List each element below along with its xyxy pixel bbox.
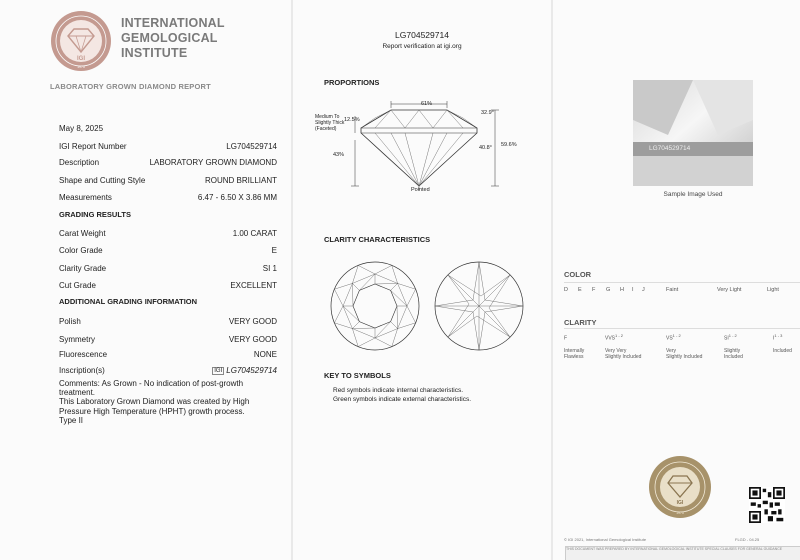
girdle-pct: 12.5%	[344, 117, 360, 123]
info-row	[59, 142, 277, 152]
additional-value: VERY GOOD	[228, 317, 277, 326]
key-internal: Red symbols indicate internal characteristics.	[333, 387, 464, 394]
info-label: IGI Report Number	[59, 142, 127, 151]
clarity-scale-heading: CLARITY	[564, 318, 597, 327]
table-pct: 61%	[421, 101, 433, 107]
grading-label: Carat Weight	[59, 229, 106, 238]
grading-label: Cut Grade	[59, 281, 96, 290]
color-grade: D	[564, 287, 568, 293]
clarity-characteristics-heading: CLARITY CHARACTERISTICS	[324, 235, 431, 244]
info-value: LG704529714	[226, 142, 277, 151]
color-scale-heading: COLOR	[564, 270, 592, 279]
grading-value: EXCELLENT	[230, 281, 277, 290]
info-value: LABORATORY GROWN DIAMOND	[149, 158, 277, 167]
inscription-number: LG704529714	[226, 366, 277, 375]
sample-caption: Sample Image Used	[663, 191, 723, 198]
grading-row	[59, 281, 277, 291]
svg-text:1975: 1975	[77, 65, 85, 69]
comments	[59, 379, 277, 425]
pavilion-depth: 43%	[333, 152, 345, 158]
svg-text:1975: 1975	[676, 511, 684, 515]
color-label: Very Light	[717, 287, 742, 293]
clarity-desc: Internally Flawless	[564, 348, 585, 360]
pavilion-angle: 40.8°	[479, 145, 492, 151]
info-row	[59, 193, 277, 203]
color-grade: I	[632, 287, 634, 293]
color-grade: G	[606, 287, 611, 293]
clarity-scale-line	[564, 328, 800, 329]
copyright-text: © IGI 2021, International Gemological Institute	[564, 537, 647, 542]
inscription-row	[59, 366, 277, 376]
proportions-diagram	[313, 96, 543, 200]
grading-value: E	[271, 246, 277, 255]
info-row	[59, 176, 277, 186]
grading-value: 1.00 CARAT	[232, 229, 277, 238]
key-external: Green symbols indicate external characteristics.	[333, 396, 472, 403]
additional-label: Polish	[59, 317, 81, 326]
proportions-heading: PROPORTIONS	[324, 78, 380, 87]
info-label: Shape and Cutting Style	[59, 176, 146, 185]
scales-panel	[553, 0, 800, 560]
igi-logo-icon	[50, 10, 112, 72]
color-label: Light	[767, 287, 779, 293]
svg-text:IGI: IGI	[676, 500, 684, 506]
report-title: LABORATORY GROWN DIAMOND REPORT	[50, 82, 211, 91]
info-value: 6.47 - 6.50 X 3.86 MM	[197, 193, 277, 202]
additional-info-heading: ADDITIONAL GRADING INFORMATION	[59, 297, 198, 306]
institute-name: INTERNATIONAL GEMOLOGICAL INSTITUTE	[121, 16, 225, 60]
additional-row	[59, 350, 277, 360]
color-grade: H	[620, 287, 624, 293]
info-row	[59, 158, 277, 168]
comments-text: Comments: As Grown - No indication of post-growth treatment.	[59, 379, 244, 398]
clarity-code: SI$^{1 - 2}$	[724, 333, 737, 342]
igi-inscription-icon: IGI	[214, 367, 223, 374]
igi-seal-icon	[648, 455, 712, 519]
crown-angle: 32.9°	[481, 110, 494, 116]
report-summary-panel	[0, 0, 291, 560]
additional-label: Fluorescence	[59, 350, 108, 359]
girdle-description: Medium To Slightly Thick (Faceted)	[315, 114, 345, 132]
color-grade: F	[592, 287, 596, 293]
info-value: ROUND BRILLIANT	[204, 176, 277, 185]
info-label: Measurements	[59, 193, 112, 202]
clarity-desc: Included	[773, 348, 792, 354]
clarity-plot-diagram	[327, 256, 527, 356]
clarity-code: VVS$^{1 - 2}$	[605, 333, 624, 342]
clarity-code: $I^{1 - 3}$	[773, 333, 783, 342]
additional-value: VERY GOOD	[228, 335, 277, 344]
report-date: May 8, 2025	[59, 124, 104, 133]
grading-label: Color Grade	[59, 246, 103, 255]
svg-text:IGI: IGI	[76, 56, 86, 62]
color-scale-line	[564, 282, 800, 283]
crown-view-icon	[331, 262, 419, 350]
grading-row	[59, 246, 277, 256]
comments-process: This Laboratory Grown Diamond was created by High Pressure High Temperature (HPHT) growth process.	[59, 397, 250, 416]
color-grade: E	[578, 287, 582, 293]
verification-text: Report verification at igi.org	[382, 43, 462, 50]
qr-code-icon[interactable]	[749, 487, 785, 523]
grading-label: Clarity Grade	[59, 264, 107, 273]
sample-girdle-image	[633, 80, 753, 186]
pavilion-view-icon	[435, 262, 523, 350]
inscription-label: Inscription(s)	[59, 366, 105, 375]
comments-type: Type II	[59, 415, 84, 425]
culet: Pointed	[411, 187, 430, 193]
clarity-code: F	[564, 335, 568, 342]
grading-row	[59, 264, 277, 274]
color-grade: J	[642, 287, 645, 293]
form-code: FLGD - 04.25	[735, 537, 760, 542]
verification-report-number: LG704529714	[395, 30, 449, 40]
additional-value: NONE	[253, 350, 277, 359]
total-depth: 59.6%	[501, 142, 517, 148]
additional-row	[59, 317, 277, 327]
grading-value: SI 1	[262, 264, 277, 273]
grading-results-heading: GRADING RESULTS	[59, 210, 131, 219]
sample-inscription: LG704529714	[649, 145, 691, 152]
clarity-desc: Very Slightly Included	[666, 348, 703, 360]
disclaimer-strip: THIS DOCUMENT WAS PREPARED BY INTERNATIONAL GEMOLOGICAL INSTITUTE SPECIAL CLAUSES FOR GENERAL GUIDANCE	[565, 546, 800, 560]
key-to-symbols-heading: KEY TO SYMBOLS	[324, 371, 391, 380]
color-label: Faint	[666, 287, 679, 293]
clarity-code: VS$^{1 - 2}$	[666, 333, 681, 342]
grading-row	[59, 229, 277, 239]
inscription-value	[212, 366, 277, 375]
clarity-desc: Very Very Slightly Included	[605, 348, 642, 360]
info-label: Description	[59, 158, 100, 167]
additional-row	[59, 335, 277, 345]
additional-label: Symmetry	[59, 335, 95, 344]
proportions-panel	[293, 0, 551, 560]
clarity-desc: Slightly Included	[724, 348, 743, 360]
